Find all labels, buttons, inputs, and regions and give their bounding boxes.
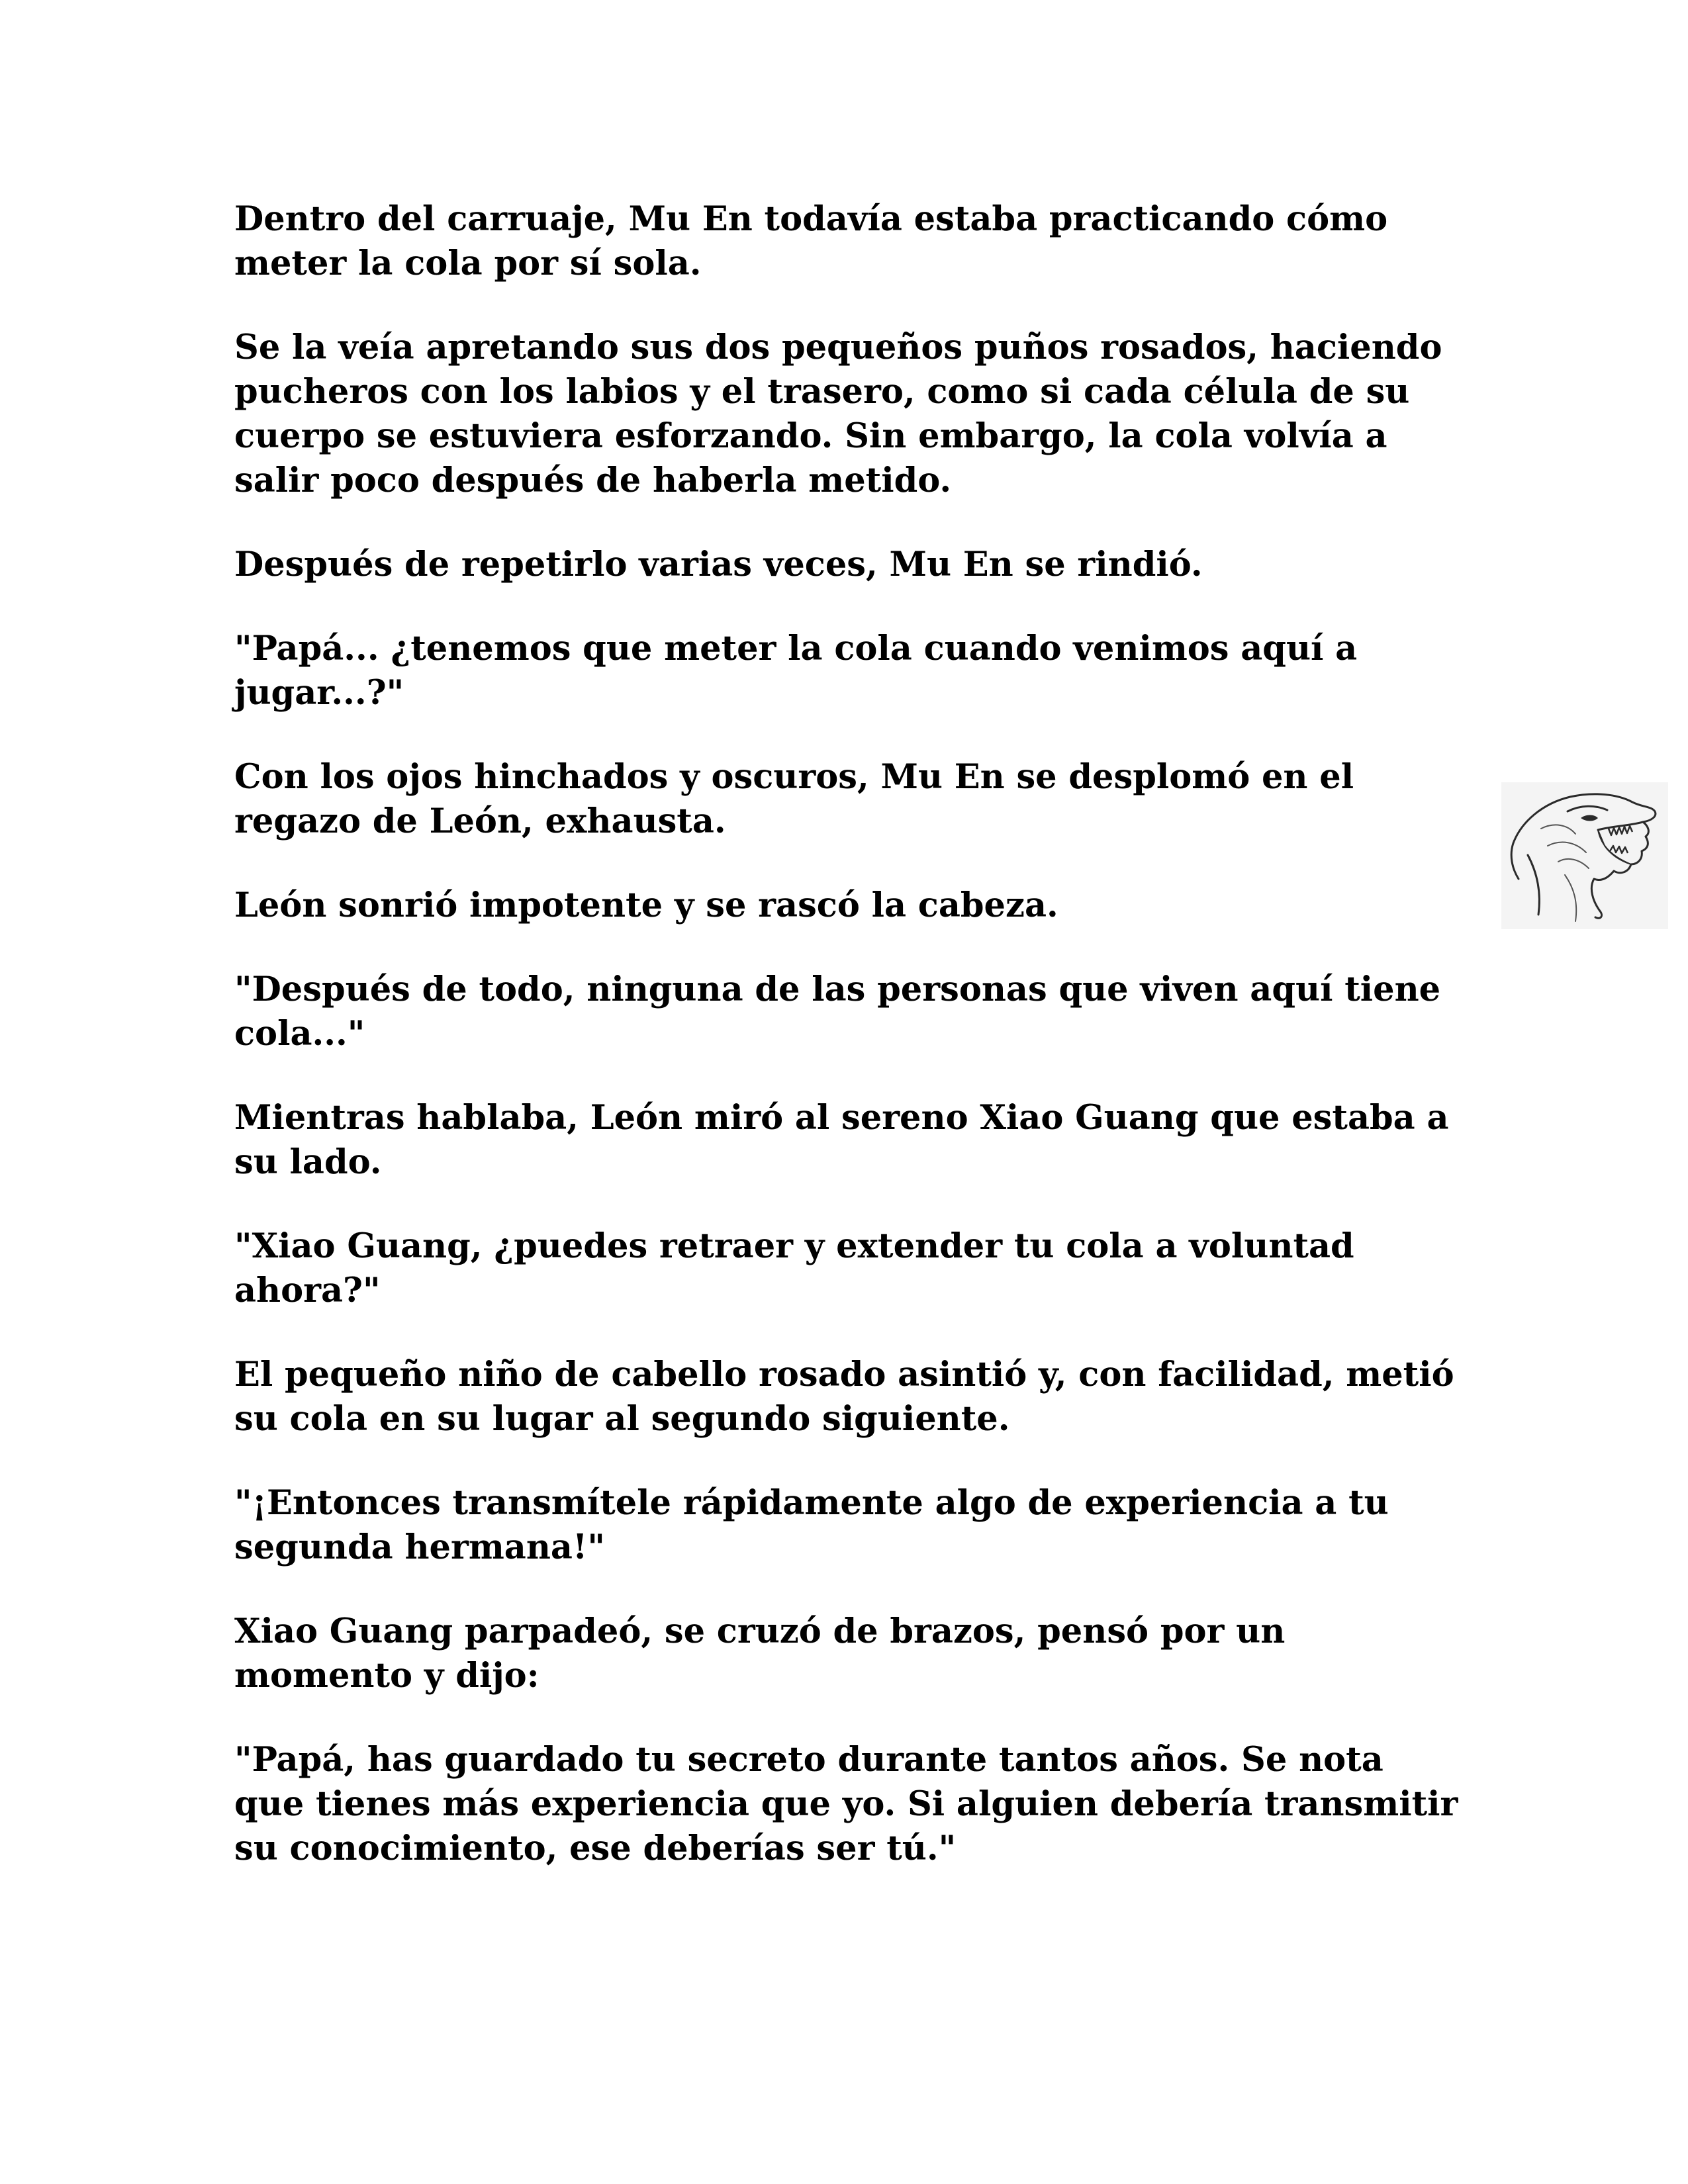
paragraph-13: "Papá, has guardado tu secreto durante tantos años. Se nota que tienes más experiencia que yo. Si alguien debería transmitir su conocimiento, ese deberías ser tú." xyxy=(234,1740,1458,1868)
paragraph-4: "Papá... ¿tenemos que meter la cola cuando venimos aquí a jugar...?" xyxy=(234,629,1358,713)
paragraph-8: Mientras hablaba, León miró al sereno Xiao Guang que estaba a su lado. xyxy=(234,1098,1449,1182)
paragraph-7: "Después de todo, ninguna de las personas que viven aquí tiene cola..." xyxy=(234,970,1441,1054)
paragraph-6: León sonrió impotente y se rascó la cabeza. xyxy=(234,886,1058,925)
paragraph-1: Dentro del carruaje, Mu En todavía estaba practicando cómo meter la cola por sí sola. xyxy=(234,199,1388,283)
paragraph-5: Con los ojos hinchados y oscuros, Mu En se desplomó en el regazo de León, exhausta. xyxy=(234,757,1354,841)
paragraph-2: Se la veía apretando sus dos pequeños puños rosados, haciendo pucheros con los labios y el trasero, como si cada célula de su cuerpo se estuviera esforzando. Sin embargo, la cola volvía a salir poco después de haberla metido. xyxy=(234,328,1442,500)
dinosaur-head-icon xyxy=(1501,782,1668,929)
paragraph-3: Después de repetirlo varias veces, Mu En se rindió. xyxy=(234,545,1203,584)
paragraph-11: "¡Entonces transmítele rápidamente algo de experiencia a tu segunda hermana!" xyxy=(234,1483,1389,1567)
story-text xyxy=(234,197,1459,1911)
paragraph-12: Xiao Guang parpadeó, se cruzó de brazos, pensó por un momento y dijo: xyxy=(234,1612,1286,1696)
paragraph-10: El pequeño niño de cabello rosado asintió y, con facilidad, metió su cola en su lugar al segundo siguiente. xyxy=(234,1355,1454,1439)
paragraph-9: "Xiao Guang, ¿puedes retraer y extender tu cola a voluntad ahora?" xyxy=(234,1226,1354,1310)
